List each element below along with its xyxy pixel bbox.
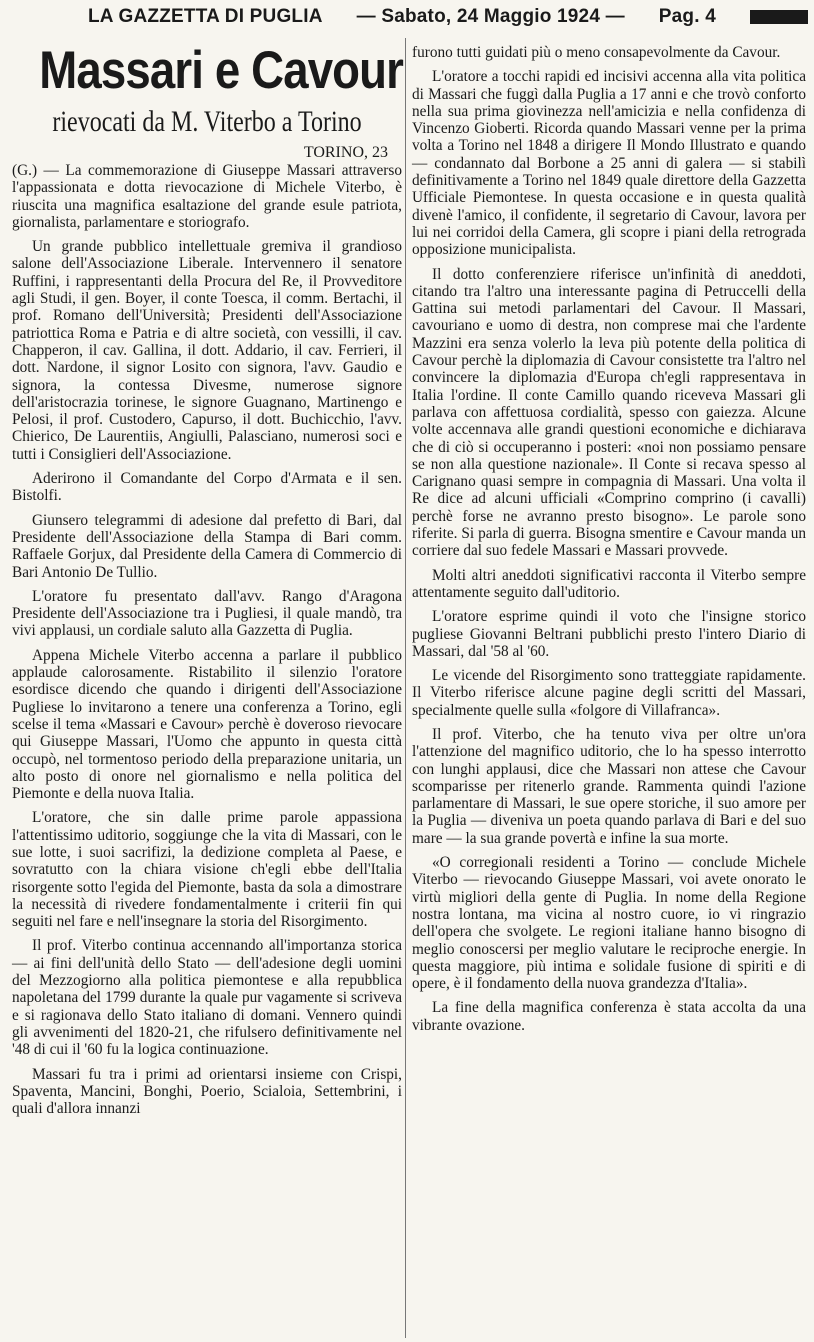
paragraph: furono tutti guidati più o meno consapevolmente da Cavour.	[412, 44, 781, 61]
paragraph: L'oratore a tocchi rapidi ed incisivi accenna alla vita politica di Massari che fuggì dalla Puglia a 17 anni e che trovò conforto nella sua prima giovinezza nell'amicizia e nella confidenza di Vincenzo Gioberti. Ricorda quando Massari venne per la prima volta a Torino nel 1848 a dirigere Il Mondo Illustrato e quando — condannato dal Borbone a 25 anni di galera — si stabilì definitivamente a Torino nel 1849 quale direttore della Gazzetta Ufficiale Piemontese. In questa occasione e in questa qualità divenè l'amico, il confidente, il segretario di Cavour, lavora per lui nei corridoi della Camera, gli scopre i piani della retrograda opposizione municipalista.	[412, 68, 806, 259]
paragraph: Il prof. Viterbo, che ha tenuto viva per oltre un'ora l'attenzione del magnifico uditorio, che lo ha spesso interrotto con lunghi applausi, dice che Massari non attese che Cavour scomparisse per ritenerlo grande. Rammenta quindi l'azione parlamentare di Massari, le sue opere storiche, il suo amore per la Puglia — diveniva un poeta quando parlava di Bari e del suo mare — la sua grande povertà e infine la sua morte.	[412, 725, 806, 847]
paragraph: L'oratore fu presentato dall'avv. Rango d'Aragona Presidente dell'Associazione tra i Pugliesi, il quale mandò, tra vivi applausi, un cordiale saluto alla Gazzetta di Puglia.	[12, 587, 402, 640]
article-right-column	[412, 44, 806, 1041]
dateline: TORINO, 23	[303, 144, 388, 161]
paragraph: Giunsero telegrammi di adesione dal prefetto di Bari, dal Presidente dell'Associazione della Stampa di Bari comm. Raffaele Gorjux, dal Presidente della Camera di Commercio di Bari Antonio De Tullio.	[12, 511, 402, 581]
masthead: LA GAZZETTA DI PUGLIA	[88, 6, 323, 27]
paragraph: Il dotto conferenziere riferisce un'infinità di aneddoti, citando tra l'altro una interessante pagina di Petruccelli della Gattina sui metodi parlamentari del Cavour. Il Massari, cavouriano e uomo di destra, non comprese mai che l'ardente Mazzini era senza volerlo la leva più potente della politica di Cavour perchè la diplomazia di Cavour consistette tra l'altro nel convincere la diplomazia d'Europa ch'egli rappresentava in Italia l'ordine. Il conte Camillo quando riceveva Massari gli parlava con affettuosa cordialità, spesso con gaiezza. Alcune volte accennava alle grandi questioni economiche e dichiarava che di ciò si occuperanno i posteri: «noi non possiamo pensare se non alla questione nazionale». Il Conte si recava spesso al Carignano quasi sempre in compagnia di Massari. Una volta il Re dice ad alcuni ufficiali «Comprino comprino (i cavalli) perchè forse ne avranno presto bisogno». Le parole sono riferite. Si parla di guerra. Bisogna smentire e Cavour manda un corriere dal suo fedele Massari e Massari provvede.	[412, 265, 806, 560]
paragraph: L'oratore, che sin dalle prime parole appassiona l'attentissimo uditorio, soggiunge che la vita di Massari, con le sue lotte, i suoi sacrifizi, la dedizione completa al Paese, e sovratutto con la chiara visione ch'egli ebbe dell'Italia risorgente sotto l'egida del Piemonte, basta da sola a dimostrare la necessità di rivedere fondamentalmente i criterii fin qui seguiti nel fare e nell'insegnare la storia del Risorgimento.	[12, 809, 402, 931]
article-left-column	[12, 40, 402, 1124]
article-title: Massari e Cavour	[39, 41, 404, 100]
header-bar	[750, 10, 808, 24]
page-header	[0, 0, 814, 34]
column-divider	[405, 38, 406, 1338]
paragraph: Aderirono il Comandante del Corpo d'Armata e il sen. Bistolfi.	[12, 470, 402, 505]
paragraph: Il prof. Viterbo continua accennando all'importanza storica — ai fini dell'unità dello Stato — dell'adesione degli uomini del Mezzogiorno alla politica piemontese e alla repubblica napoletana del 1799 durante la quale pur vagamente si scriveva e si ragionava dello Stato italiano di domani. Vennero quindi gli avvenimenti del 1820-21, che rifulsero definitivamente nel '48 di cui il '60 fu la logica continuazione.	[12, 937, 402, 1059]
paragraph: «O corregionali residenti a Torino — conclude Michele Viterbo — rievocando Giuseppe Massari, voi avete onorato le virtù migliori della gente di Puglia. In nome della Regione nostra lontana, ma vicina al nostro cuore, io vi ringrazio dell'opera che svolgete. Le regioni italiane hanno bisogno di meglio conoscersi per meglio valutare le reciproche energie. In questa maggiore, più intima e solidale fusione di spiriti e di opere, è il fondamento della nuova grandezza d'Italia».	[412, 854, 806, 993]
paragraph: (G.) — La commemorazione di Giuseppe Massari attraverso l'appassionata e dotta rievocazione di Michele Viterbo, è riuscita una magnifica esaltazione del grande esule patriota, giornalista, parlamentare e storiografo.	[12, 162, 402, 231]
article-subtitle: rievocati da M. Viterbo a Torino	[52, 105, 362, 138]
paragraph: Le vicende del Risorgimento sono tratteggiate rapidamente. Il Viterbo riferisce alcune pagine degli scritti del Massari, specialmente quelle sulla «folgore di Villafranca».	[412, 667, 806, 719]
issue-date: — Sabato, 24 Maggio 1924 —	[356, 6, 625, 27]
paragraph: Appena Michele Viterbo accenna a parlare il pubblico applaude calorosamente. Ristabilito il silenzio l'oratore esordisce dicendo che quando i dirigenti dell'Associazione Pugliese lo invitarono a tenere una conferenza a Torino, egli scelse il tema «Massari e Cavour» perchè è doveroso rievocare qui Giuseppe Massari, l'Uomo che appunto in questa città occupò, nel tormentoso periodo della preparazione unitaria, un alto posto di onore nel giornalismo e nella politica del Piemonte e della nuova Italia.	[12, 646, 402, 803]
paragraph: Molti altri aneddoti significativi racconta il Viterbo sempre attentamente seguito dall'uditorio.	[412, 566, 806, 601]
paragraph: Un grande pubblico intellettuale gremiva il grandioso salone dell'Associazione Liberale. Intervennero il senatore Ruffini, i rappresentanti della Procura del Re, il Provveditore agli Studi, il gen. Boyer, il conte Toesca, il comm. Bertachi, il prof. Romano dell'Università; Presidenti dell'Associazione patriottica Roma e Patria e di altre società, con vessilli, il cav. Chapperon, il cav. Gallina, il dott. Addario, il cav. Ferrieri, il dott. Nardone, il signor Losito con signora, l'avv. Gaudio e signora, la contessa Divesme, numerose signore dell'aristocrazia torinese, le signore Guagnano, Martinengo e Pelosi, il prof. Custodero, Capurso, il dott. Buchicchio, l'avv. Chierico, De Laurentiis, Angiulli, Palasciano, numerosi soci e tutti i Consiglieri dell'Associazione.	[12, 238, 402, 463]
paragraph: Massari fu tra i primi ad orientarsi insieme con Crispi, Spaventa, Mancini, Bonghi, Poerio, Scialoia, Settembrini, i quali d'allora innanzi	[12, 1065, 402, 1118]
paragraph: La fine della magnifica conferenza è stata accolta da una vibrante ovazione.	[412, 999, 806, 1034]
paragraph: L'oratore esprime quindi il voto che l'insigne storico pugliese Giovanni Beltrani pubblichi presto l'intero Diario di Massari, dal '58 al '60.	[412, 608, 806, 660]
page-number: Pag. 4	[658, 6, 716, 27]
